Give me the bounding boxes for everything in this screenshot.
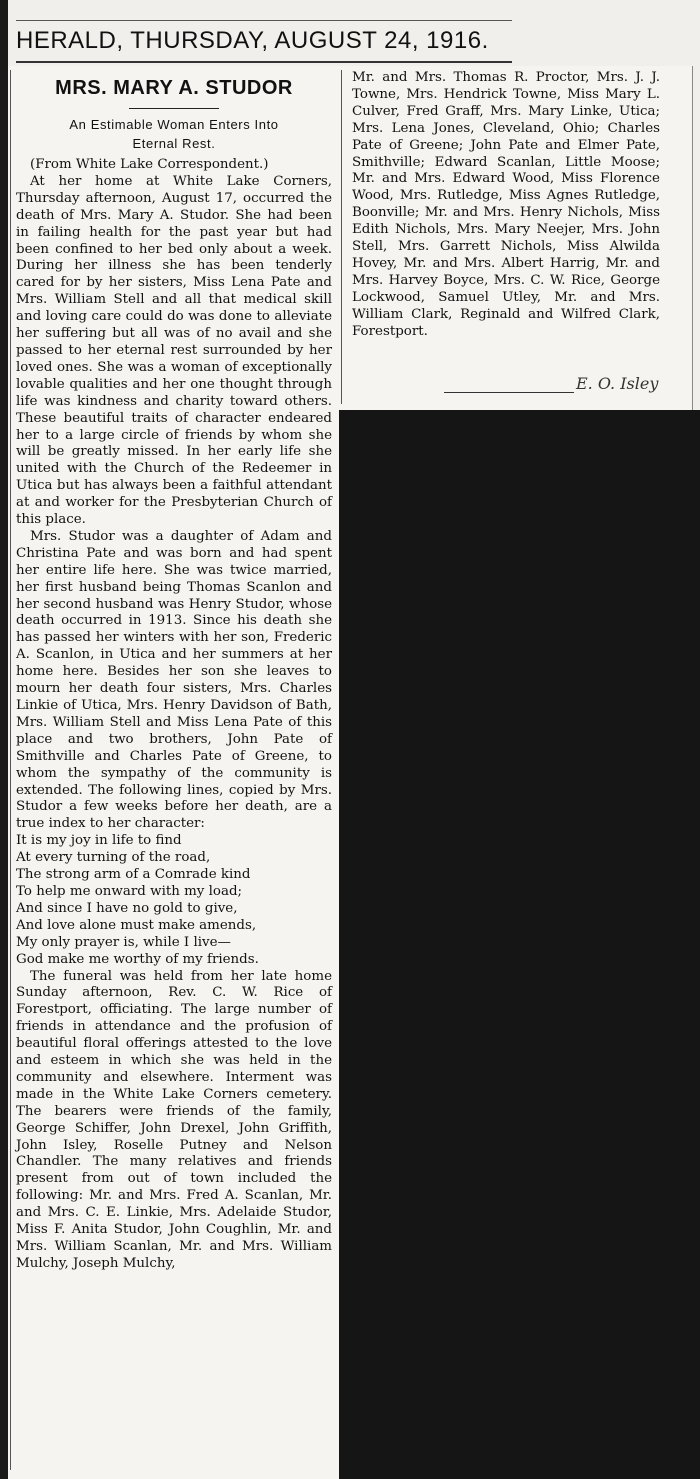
subhead-line-1: An Estimable Woman Enters Into [69, 117, 279, 132]
article-left-column [16, 74, 332, 1273]
article-byline: (From White Lake Correspondent.) [30, 157, 269, 172]
poem-line: God make me worthy of my friends. [16, 951, 259, 967]
column-rule-left [10, 70, 11, 1470]
poem-line: And love alone must make amends, [16, 917, 257, 933]
poem-line: At every turning of the road, [16, 850, 211, 866]
handwritten-signature: E. O. Isley [576, 374, 659, 393]
poem-line: My only prayer is, while I live— [16, 934, 231, 950]
article-right-column [352, 70, 660, 341]
article-paragraph-2: Mrs. Studor was a daughter of Adam and Christina Pate and was born and had spent her entire life here. She was twice married, her first husband being Thomas Scanlon and her second husband was Henry Studor, whose death occurred in 1913. Since his death she has passed her winters with her son, Frederic A. Scanlon, in Utica and her summers at her home here. Besides her son she leaves to mourn her death four sisters, Mrs. Charles Linkie of Utica, Mrs. Henry Davidson of Bath, Mrs. William Stell and Miss Lena Pate of this place and two brothers, John Pate of Smithville and Charles Pate of Greene, to whom the sympathy of the community is extended. The following lines, copied by Mrs. Studor a few weeks before her death, are a true index to her character: [16, 528, 332, 832]
newspaper-dateline: HERALD, THURSDAY, AUGUST 24, 1916. [16, 20, 512, 63]
article-poem [16, 833, 332, 968]
article-headline: MRS. MARY A. STUDOR [55, 77, 293, 99]
poem-line: And since I have no gold to give, [16, 900, 238, 916]
signature-rule [444, 392, 574, 393]
article-paragraph-3: The funeral was held from her late home Sunday afternoon, Rev. C. W. Rice of Forestport, officiating. The large number of friends in attendance and the profusion of beautiful floral offerings attested to the love and esteem in which she was held in the community and elsewhere. Interment was made in the White Lake Corners cemetery. The bearers were friends of the family, George Schiffer, John Drexel, John Griffith, John Isley, Roselle Putney and Nelson Chandler. The many relatives and friends present from out of town included the following: Mr. and Mrs. Fred A. Scanlan, Mr. and Mrs. C. E. Linkie, Mrs. Adelaide Studor, Miss F. Anita Studor, John Coughlin, Mr. and Mrs. William Scanlan, Mr. and Mrs. William Mulchy, Joseph Mulchy, [16, 968, 332, 1271]
scan-left-edge [0, 0, 8, 1479]
article-subhead [16, 115, 332, 153]
column-rule-middle [341, 70, 342, 404]
article-continuation: Mr. and Mrs. Thomas R. Proctor, Mrs. J. J. Towne, Mrs. Hendrick Towne, Miss Mary L. Culver, Fred Graff, Mrs. Mary Linke, Utica; Mrs. Lena Jones, Cleveland, Ohio; Charles Pate of Greene; John Pate and Elmer Pate, Smithville; Edward Scanlan, Little Moose; Mr. and Mrs. Edward Wood, Miss Florence Wood, Mrs. Rutledge, Miss Agnes Rutledge, Boonville; Mr. and Mrs. Henry Nichols, Miss Edith Nichols, Mrs. Mary Neejer, Mrs. John Stell, Mrs. Garrett Nichols, Miss Alwilda Hovey, Mr. and Mrs. Albert Harrig, Mr. and Mrs. Harvey Boyce, Mrs. C. W. Rice, George Lockwood, Samuel Utley, Mr. and Mrs. William Clark, Reginald and Wilfred Clark, Forestport. [352, 70, 660, 339]
scan-dark-area [339, 410, 700, 1479]
poem-line: The strong arm of a Comrade kind [16, 867, 251, 883]
poem-line: To help me onward with my load; [16, 883, 243, 899]
article-paragraph-1: At her home at White Lake Corners, Thursday afternoon, August 17, occurred the death of Mrs. Mary A. Studor. She had been in failing health for the past year but had been confined to her bed only about a week. During her illness she has been tenderly cared for by her sisters, Miss Lena Pate and Mrs. William Stell and all that medical skill and loving care could do was done to alleviate her suffering but all was of no avail and she passed to her eternal rest surrounded by her loved ones. She was a woman of exceptionally lovable qualities and her one thought through life was kindness and charity toward others. These beautiful traits of character endeared her to a large circle of friends by whom she will be greatly missed. In her early life she united with the Church of the Redeemer in Utica but has always been a faithful attendant at and worker for the Presbyterian Church of this place. [16, 173, 332, 528]
headline-rule [129, 108, 219, 109]
subhead-line-2: Eternal Rest. [132, 136, 216, 151]
poem-line: It is my joy in life to find [16, 833, 182, 849]
